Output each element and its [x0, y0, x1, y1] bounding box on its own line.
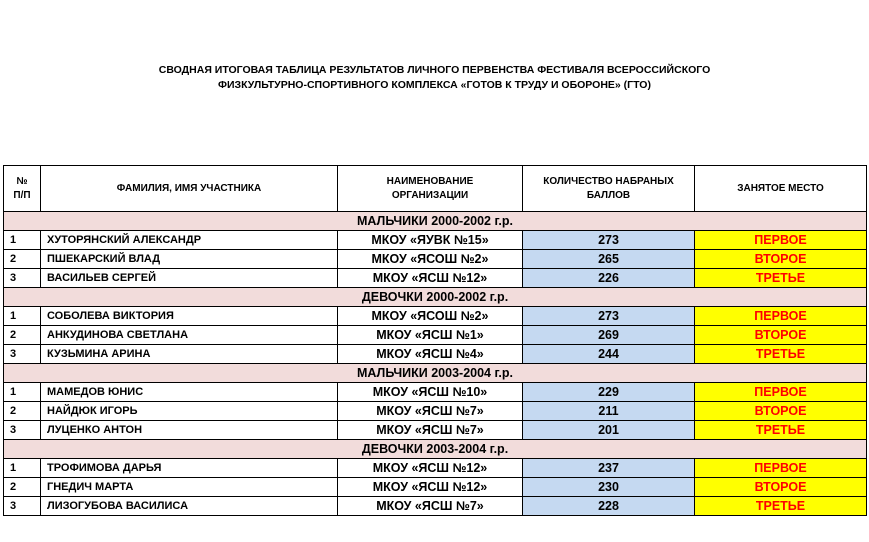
- header-row: [4, 166, 867, 212]
- cell-place: ВТОРОЕ: [695, 478, 867, 497]
- cell-place: ВТОРОЕ: [695, 402, 867, 421]
- header-num: [4, 166, 41, 212]
- header-org: [338, 166, 523, 212]
- table-row: [4, 326, 867, 345]
- cell-place: ТРЕТЬЕ: [695, 269, 867, 288]
- group-label: МАЛЬЧИКИ 2000-2002 г.р.: [4, 212, 867, 231]
- header-score-line2: БАЛЛОВ: [586, 189, 631, 201]
- cell-num: 1: [4, 231, 41, 250]
- cell-org: МКОУ «ЯСОШ №2»: [338, 307, 523, 326]
- table-row: [4, 345, 867, 364]
- cell-name: СОБОЛЕВА ВИКТОРИЯ: [41, 307, 338, 326]
- cell-num: 3: [4, 269, 41, 288]
- table-row: [4, 269, 867, 288]
- cell-name: ТРОФИМОВА ДАРЬЯ: [41, 459, 338, 478]
- cell-score: 201: [523, 421, 695, 440]
- cell-org: МКОУ «ЯСШ №4»: [338, 345, 523, 364]
- cell-score: 273: [523, 231, 695, 250]
- cell-org: МКОУ «ЯСШ №10»: [338, 383, 523, 402]
- cell-num: 3: [4, 421, 41, 440]
- cell-score: 211: [523, 402, 695, 421]
- table-row: [4, 478, 867, 497]
- title-line-2: ФИЗКУЛЬТУРНО-СПОРТИВНОГО КОМПЛЕКСА «ГОТОВ К ТРУДУ И ОБОРОНЕ» (ГТО): [218, 79, 651, 91]
- cell-num: 1: [4, 307, 41, 326]
- header-place: ЗАНЯТОЕ МЕСТО: [695, 166, 867, 212]
- cell-org: МКОУ «ЯСОШ №2»: [338, 250, 523, 269]
- cell-name: ХУТОРЯНСКИЙ АЛЕКСАНДР: [41, 231, 338, 250]
- cell-org: МКОУ «ЯСШ №12»: [338, 478, 523, 497]
- cell-score: 244: [523, 345, 695, 364]
- cell-name: ПШЕКАРСКИЙ ВЛАД: [41, 250, 338, 269]
- cell-org: МКОУ «ЯСШ №12»: [338, 269, 523, 288]
- cell-place: ТРЕТЬЕ: [695, 497, 867, 516]
- header-score: [523, 166, 695, 212]
- cell-name: КУЗЬМИНА АРИНА: [41, 345, 338, 364]
- cell-place: ПЕРВОЕ: [695, 307, 867, 326]
- cell-org: МКОУ «ЯУВК №15»: [338, 231, 523, 250]
- cell-name: ЛУЦЕНКО АНТОН: [41, 421, 338, 440]
- group-header-row: [4, 440, 867, 459]
- cell-name: ВАСИЛЬЕВ СЕРГЕЙ: [41, 269, 338, 288]
- group-label: ДЕВОЧКИ 2000-2002 г.р.: [4, 288, 867, 307]
- header-num-line1: №: [16, 175, 28, 187]
- cell-org: МКОУ «ЯСШ №7»: [338, 421, 523, 440]
- cell-num: 1: [4, 383, 41, 402]
- table-row: [4, 383, 867, 402]
- cell-org: МКОУ «ЯСШ №12»: [338, 459, 523, 478]
- title-line-1: СВОДНАЯ ИТОГОВАЯ ТАБЛИЦА РЕЗУЛЬТАТОВ ЛИЧНОГО ПЕРВЕНСТВА ФЕСТИВАЛЯ ВСЕРОССИЙСКОГО: [158, 64, 711, 76]
- table-row: [4, 421, 867, 440]
- cell-place: ПЕРВОЕ: [695, 383, 867, 402]
- header-org-line2: ОРГАНИЗАЦИИ: [391, 189, 469, 201]
- cell-place: ВТОРОЕ: [695, 250, 867, 269]
- cell-org: МКОУ «ЯСШ №7»: [338, 497, 523, 516]
- cell-num: 2: [4, 478, 41, 497]
- cell-num: 2: [4, 402, 41, 421]
- cell-score: 226: [523, 269, 695, 288]
- header-score-line1: КОЛИЧЕСТВО НАБРАНЫХ: [543, 175, 674, 187]
- table-row: [4, 307, 867, 326]
- cell-place: ТРЕТЬЕ: [695, 345, 867, 364]
- cell-score: 229: [523, 383, 695, 402]
- cell-score: 237: [523, 459, 695, 478]
- header-name: ФАМИЛИЯ, ИМЯ УЧАСТНИКА: [41, 166, 338, 212]
- cell-name: ГНЕДИЧ МАРТА: [41, 478, 338, 497]
- table-row: [4, 459, 867, 478]
- cell-score: 269: [523, 326, 695, 345]
- header-num-line2: П/П: [13, 189, 31, 201]
- page-title: [0, 63, 869, 93]
- cell-name: АНКУДИНОВА СВЕТЛАНА: [41, 326, 338, 345]
- group-label: МАЛЬЧИКИ 2003-2004 г.р.: [4, 364, 867, 383]
- table-row: [4, 231, 867, 250]
- cell-org: МКОУ «ЯСШ №7»: [338, 402, 523, 421]
- group-header-row: [4, 212, 867, 231]
- cell-place: ПЕРВОЕ: [695, 459, 867, 478]
- cell-name: МАМЕДОВ ЮНИС: [41, 383, 338, 402]
- cell-num: 3: [4, 345, 41, 364]
- cell-score: 228: [523, 497, 695, 516]
- cell-org: МКОУ «ЯСШ №1»: [338, 326, 523, 345]
- cell-name: НАЙДЮК ИГОРЬ: [41, 402, 338, 421]
- cell-num: 2: [4, 326, 41, 345]
- cell-place: ТРЕТЬЕ: [695, 421, 867, 440]
- cell-score: 273: [523, 307, 695, 326]
- cell-score: 265: [523, 250, 695, 269]
- header-org-line1: НАИМЕНОВАНИЕ: [386, 175, 474, 187]
- group-header-row: [4, 288, 867, 307]
- table-row: [4, 250, 867, 269]
- cell-num: 2: [4, 250, 41, 269]
- results-table: [3, 165, 867, 516]
- table-row: [4, 402, 867, 421]
- group-header-row: [4, 364, 867, 383]
- group-label: ДЕВОЧКИ 2003-2004 г.р.: [4, 440, 867, 459]
- cell-num: 1: [4, 459, 41, 478]
- cell-name: ЛИЗОГУБОВА ВАСИЛИСА: [41, 497, 338, 516]
- cell-place: ПЕРВОЕ: [695, 231, 867, 250]
- cell-num: 3: [4, 497, 41, 516]
- cell-score: 230: [523, 478, 695, 497]
- table-row: [4, 497, 867, 516]
- cell-place: ВТОРОЕ: [695, 326, 867, 345]
